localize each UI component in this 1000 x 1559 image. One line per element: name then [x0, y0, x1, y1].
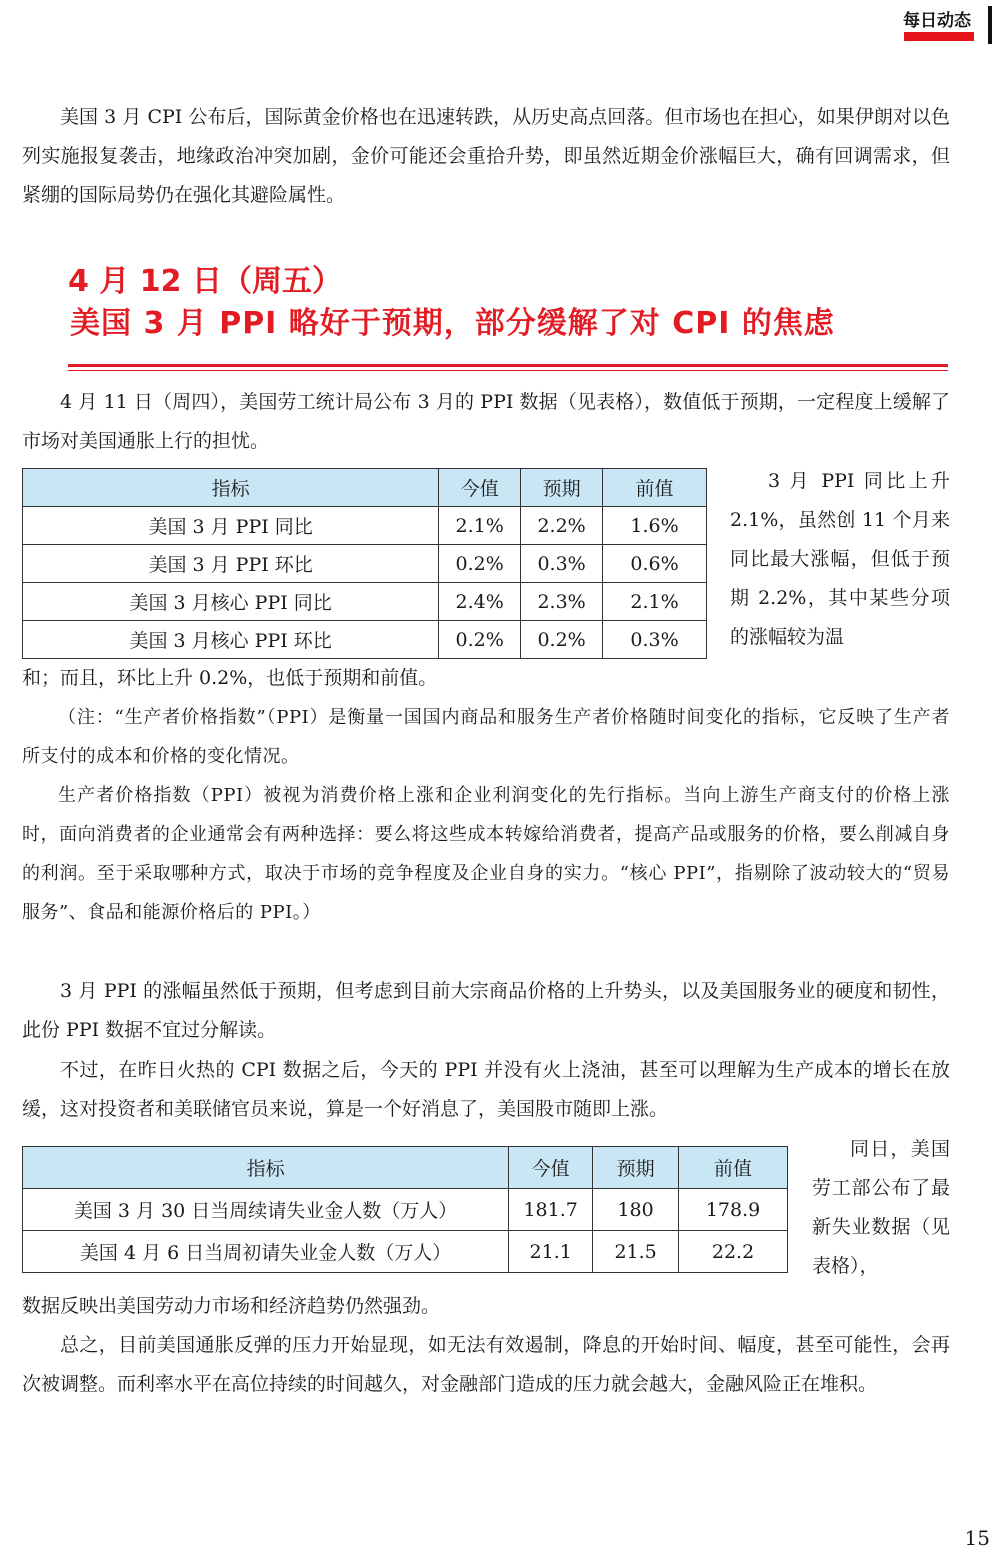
heading-rule-thick: [68, 364, 948, 367]
jobless-table-header-row: [23, 1147, 788, 1189]
note-paragraph-1: （注：“生产者价格指数”（PPI）是衡量一国国内商品和服务生产者价格随时间变化的指标，它反映了生产者所支付的成本和价格的变化情况。: [22, 707, 950, 767]
ppi-table-header-row: [23, 469, 707, 507]
table-row: [23, 583, 707, 621]
table-row: [23, 621, 707, 659]
table-cell: 2.1%: [439, 507, 521, 545]
table-cell: 0.3%: [603, 621, 707, 659]
jobless-header-actual: 今值: [509, 1147, 593, 1189]
jobless-table: [22, 1146, 788, 1273]
ppi-header-actual: 今值: [439, 469, 521, 507]
section-date: 4 月 12 日（周五）: [68, 264, 342, 299]
note-paragraph-2: 生产者价格指数（PPI）被视为消费价格上涨和企业利润变化的先行指标。当向上游生产商支付的价格上涨时，面向消费者的企业通常会有两种选择：要么将这些成本转嫁给消费者，提高产品或服务的价格，要么削减自身的利润。至于采取哪种方式，取决于市场的竞争程度及企业自身的实力。“核心 PPI”，指剔除了波动较大的“贸易服务”、食品和能源价格后的 PPI。）: [22, 785, 950, 923]
table-cell: 21.5: [593, 1231, 679, 1273]
table-cell: 2.2%: [521, 507, 603, 545]
ppi-interpretation-paragraph: 3 月 PPI 的涨幅虽然低于预期，但考虑到目前大宗商品价格的上升势头，以及美国服务业的硬度和韧性，此份 PPI 数据不宜过分解读。: [22, 980, 950, 1041]
jobless-header-previous: 前值: [679, 1147, 788, 1189]
table-cell: 21.1: [509, 1231, 593, 1273]
jobless-side-text: 同日，美国劳工部公布了最新失业数据（见表格），: [812, 1138, 950, 1277]
table-cell: 0.6%: [603, 545, 707, 583]
heading-rule-thin: [68, 370, 948, 371]
table-row: [23, 1231, 788, 1273]
ppi-side-text: 3 月 PPI 同比上升 2.1%，虽然创 11 个月来同比最大涨幅，但低于预期 2.2%，其中某些分项的涨幅较为温: [730, 470, 950, 648]
table-cell: 美国 4 月 6 日当周初请失业金人数（万人）: [23, 1231, 509, 1273]
table-cell: 美国 3 月 PPI 同比: [23, 507, 439, 545]
table-cell: 美国 3 月核心 PPI 环比: [23, 621, 439, 659]
page-number: 15: [964, 1526, 990, 1550]
ppi-header-previous: 前值: [603, 469, 707, 507]
conclusion-paragraph: 总之，目前美国通胀反弹的压力开始显现，如无法有效遏制，降息的开始时间、幅度，甚至可能性，会再次被调整。而利率水平在高位持续的时间越久，对金融部门造成的压力就会越大，金融风险正在堆积。: [22, 1334, 950, 1395]
ppi-side-continuation: 和；而且，环比上升 0.2%，也低于预期和前值。: [22, 667, 438, 689]
jobless-header-forecast: 预期: [593, 1147, 679, 1189]
table-row: [23, 545, 707, 583]
table-cell: 2.4%: [439, 583, 521, 621]
table-row: [23, 1189, 788, 1231]
table-cell: 2.3%: [521, 583, 603, 621]
ppi-header-forecast: 预期: [521, 469, 603, 507]
table-cell: 美国 3 月 PPI 环比: [23, 545, 439, 583]
table-cell: 0.2%: [521, 621, 603, 659]
table-cell: 178.9: [679, 1189, 788, 1231]
jobless-side-continuation: 数据反映出美国劳动力市场和经济趋势仍然强劲。: [22, 1295, 441, 1317]
ppi-table: [22, 468, 707, 659]
table-cell: 美国 3 月核心 PPI 同比: [23, 583, 439, 621]
ppi-header-indicator: 指标: [23, 469, 439, 507]
header-edge-rule: [988, 6, 992, 44]
table-cell: 1.6%: [603, 507, 707, 545]
table-cell: 22.2: [679, 1231, 788, 1273]
table-cell: 美国 3 月 30 日当周续请失业金人数（万人）: [23, 1189, 509, 1231]
table-cell: 180: [593, 1189, 679, 1231]
jobless-header-indicator: 指标: [23, 1147, 509, 1189]
header-accent-bar: [904, 32, 974, 41]
ppi-release-paragraph: 4 月 11 日（周四），美国劳工统计局公布 3 月的 PPI 数据（见表格），数值低于预期，一定程度上缓解了市场对美国通胀上行的担忧。: [22, 391, 950, 452]
section-label: 每日动态: [903, 11, 971, 31]
table-cell: 0.3%: [521, 545, 603, 583]
table-cell: 2.1%: [603, 583, 707, 621]
table-cell: 0.2%: [439, 621, 521, 659]
table-row: [23, 507, 707, 545]
intro-paragraph: 美国 3 月 CPI 公布后，国际黄金价格也在迅速转跌，从历史高点回落。但市场也在担心，如果伊朗对以色列实施报复袭击，地缘政治冲突加剧，金价可能还会重拾升势，即虽然近期金价涨幅巨大，确有回调需求，但紧绷的国际局势仍在强化其避险属性。: [22, 106, 950, 206]
table-cell: 181.7: [509, 1189, 593, 1231]
table-cell: 0.2%: [439, 545, 521, 583]
section-title: 美国 3 月 PPI 略好于预期，部分缓解了对 CPI 的焦虑: [70, 306, 835, 341]
market-reaction-paragraph: 不过，在昨日火热的 CPI 数据之后，今天的 PPI 并没有火上浇油，甚至可以理解为生产成本的增长在放缓，这对投资者和美联储官员来说，算是一个好消息了，美国股市随即上涨。: [22, 1059, 950, 1120]
